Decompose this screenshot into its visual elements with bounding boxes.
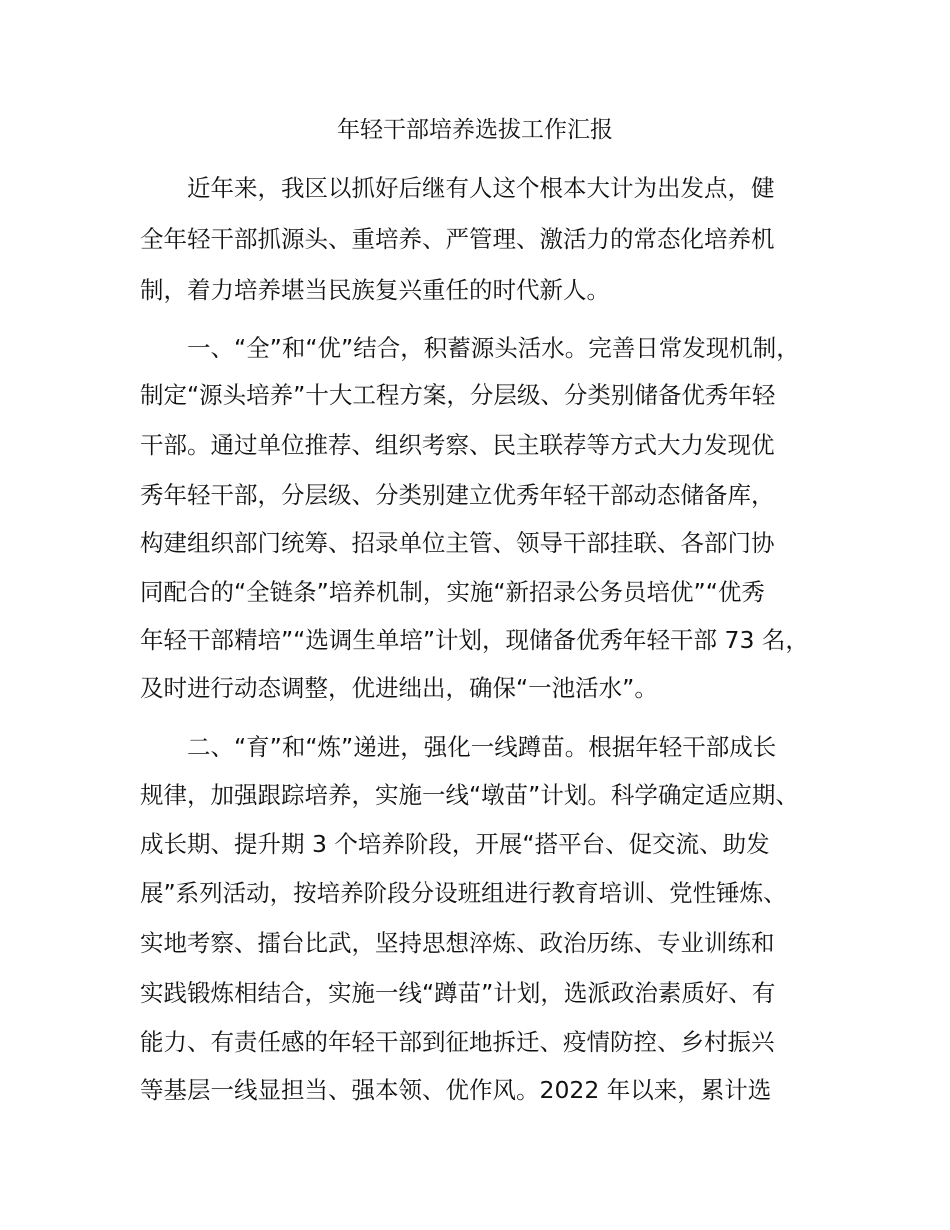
paragraph-line: 制，着力培养堪当民族复兴重任的时代新人。 bbox=[140, 276, 610, 304]
paragraph-line: 二、“育”和“炼”递进，强化一线蹲苗。根据年轻干部成长 bbox=[187, 733, 777, 761]
paragraph-line: 等基层一线显担当、强本领、优作风。2022 年以来，累计选 bbox=[140, 1076, 772, 1104]
paragraph-line: 实地考察、擂台比武，坚持思想淬炼、政治历练、专业训练和 bbox=[140, 929, 775, 957]
paragraph-line: 年轻干部精培”“选调生单培”计划，现储备优秀年轻干部 73 名， bbox=[140, 626, 809, 654]
paragraph-line: 一、“全”和“优”结合，积蓄源头活水。完善日常发现机制， bbox=[187, 334, 800, 362]
paragraph-line: 构建组织部门统筹、招录单位主管、领导干部挂联、各部门协 bbox=[140, 529, 775, 557]
paragraph-line: 能力、有责任感的年轻干部到征地拆迁、疫情防控、乡村振兴 bbox=[140, 1028, 775, 1056]
paragraph-line: 近年来，我区以抓好后继有人这个根本大计为出发点，健 bbox=[187, 174, 775, 202]
paragraph-line: 成长期、提升期 3 个培养阶段，开展“搭平台、促交流、助发 bbox=[140, 830, 770, 858]
paragraph-line: 同配合的“全链条”培养机制，实施“新招录公务员培优”“优秀 bbox=[140, 578, 765, 606]
paragraph-line: 干部。通过单位推荐、组织考察、民主联荐等方式大力发现优 bbox=[140, 431, 775, 459]
paragraph-line: 规律，加强跟踪培养，实施一线“墩苗”计划。科学确定适应期、 bbox=[140, 781, 799, 809]
paragraph-line: 及时进行动态调整，优进绌出，确保“一池活水”。 bbox=[140, 674, 658, 702]
paragraph-line: 制定“源头培养”十大工程方案，分层级、分类别储备优秀年轻 bbox=[140, 381, 776, 409]
paragraph-line: 展”系列活动，按培养阶段分设班组进行教育培训、党性锤炼、 bbox=[140, 879, 787, 907]
document-title: 年轻干部培养选拔工作汇报 bbox=[337, 117, 613, 143]
paragraph-line: 秀年轻干部，分层级、分类别建立优秀年轻干部动态储备库， bbox=[140, 481, 775, 509]
paragraph-line: 实践锻炼相结合，实施一线“蹲苗”计划，选派政治素质好、有 bbox=[140, 979, 776, 1007]
paragraph-line: 全年轻干部抓源头、重培养、严管理、激活力的常态化培养机 bbox=[140, 225, 775, 253]
